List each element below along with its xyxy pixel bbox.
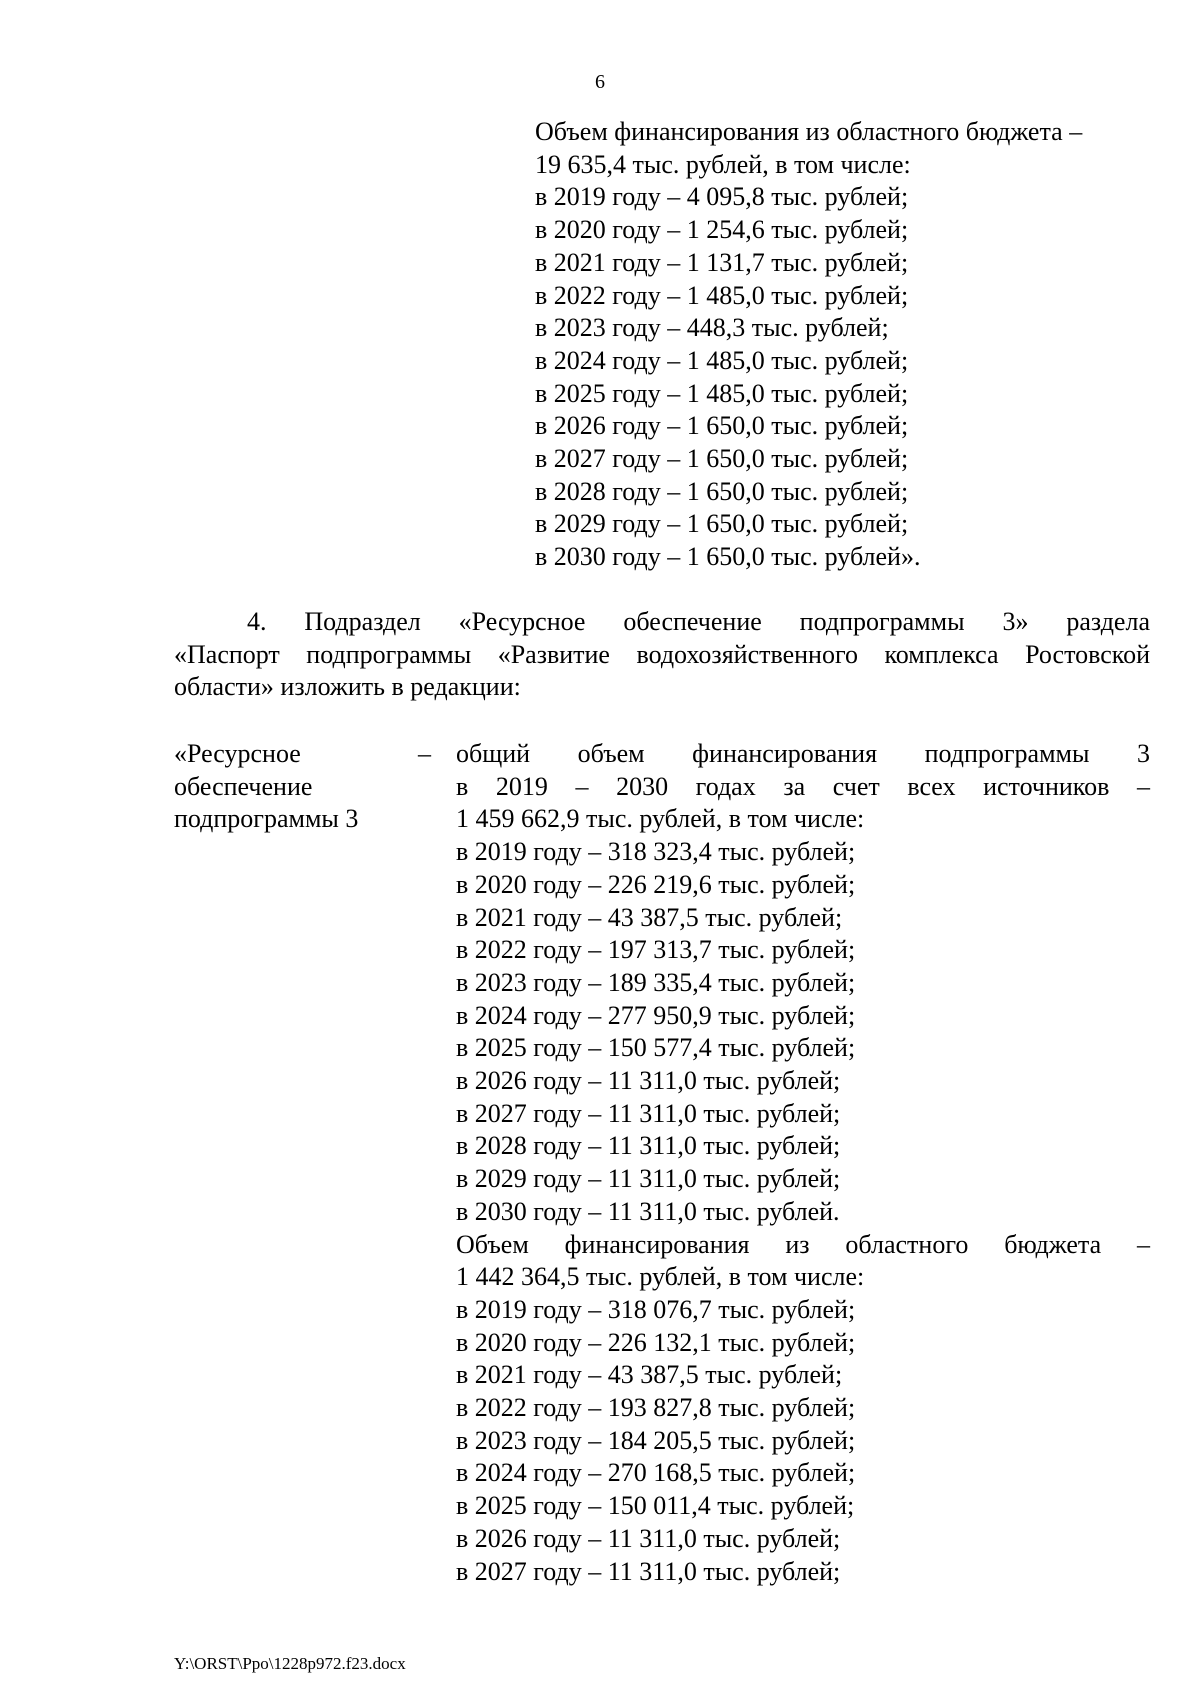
- funding-line: 19 635,4 тыс. рублей, в том числе:: [535, 149, 911, 179]
- file-path-footer: Y:\ORST\Ppo\1228p972.f23.docx: [174, 1654, 406, 1673]
- table-value-line: в 2025 году – 150 011,4 тыс. рублей;: [456, 1491, 855, 1521]
- table-value-line: в 2021 году – 43 387,5 тыс. рублей;: [456, 1360, 843, 1390]
- table-value-line: в 2019 году – 318 076,7 тыс. рублей;: [456, 1294, 856, 1324]
- funding-line: в 2028 году – 1 650,0 тыс. рублей;: [535, 476, 909, 506]
- table-label-column: [174, 738, 434, 836]
- table-value-line: в 2019 – 2030 годах за счет всех источников –: [456, 771, 1150, 801]
- table-value-line: в 2024 году – 270 168,5 тыс. рублей;: [456, 1458, 856, 1488]
- table-value-line: в 2022 году – 193 827,8 тыс. рублей;: [456, 1393, 856, 1423]
- page-number: 6: [595, 71, 605, 93]
- table-label-line: подпрограммы 3: [174, 804, 359, 834]
- funding-line: в 2025 году – 1 485,0 тыс. рублей;: [535, 378, 909, 408]
- funding-line: Объем финансирования из областного бюджета –: [535, 117, 1083, 146]
- funding-line: в 2019 году – 4 095,8 тыс. рублей;: [535, 182, 909, 212]
- funding-line: в 2029 году – 1 650,0 тыс. рублей;: [535, 509, 909, 539]
- table-value-line: в 2020 году – 226 219,6 тыс. рублей;: [456, 869, 856, 899]
- paragraph-line: области» изложить в редакции:: [174, 672, 521, 702]
- table-value-line: в 2026 году – 11 311,0 тыс. рублей;: [456, 1066, 841, 1096]
- amendment-paragraph: [174, 606, 1150, 704]
- table-value-line: общий объем финансирования подпрограммы 3: [456, 739, 1150, 768]
- table-value-line: в 2020 году – 226 132,1 тыс. рублей;: [456, 1327, 856, 1357]
- table-value-line: в 2029 году – 11 311,0 тыс. рублей;: [456, 1164, 841, 1194]
- funding-line: в 2024 году – 1 485,0 тыс. рублей;: [535, 345, 909, 375]
- table-value-line: 1 459 662,9 тыс. рублей, в том числе:: [456, 804, 865, 834]
- table-value-line: в 2030 году – 11 311,0 тыс. рублей.: [456, 1196, 840, 1226]
- table-value-line: в 2026 году – 11 311,0 тыс. рублей;: [456, 1523, 841, 1553]
- table-value-line: в 2019 году – 318 323,4 тыс. рублей;: [456, 837, 856, 867]
- top-funding-block: [535, 116, 1145, 574]
- table-label-line: «Ресурсное: [174, 739, 301, 768]
- paragraph-line: «Паспорт подпрограммы «Развитие водохозяйственного комплекса Ростовской: [174, 639, 1150, 669]
- funding-line: в 2020 году – 1 254,6 тыс. рублей;: [535, 215, 909, 245]
- funding-line: в 2030 году – 1 650,0 тыс. рублей».: [535, 542, 921, 572]
- table-value-line: в 2028 году – 11 311,0 тыс. рублей;: [456, 1131, 841, 1161]
- table-value-line: в 2023 году – 184 205,5 тыс. рублей;: [456, 1425, 856, 1455]
- table-value-line: в 2027 году – 11 311,0 тыс. рублей;: [456, 1098, 841, 1128]
- funding-line: в 2027 году – 1 650,0 тыс. рублей;: [535, 444, 909, 474]
- funding-line: в 2023 году – 448,3 тыс. рублей;: [535, 313, 889, 343]
- paragraph-line: 4. Подраздел «Ресурсное обеспечение подпрограммы 3» раздела: [247, 607, 1150, 636]
- table-value-line: в 2027 году – 11 311,0 тыс. рублей;: [456, 1556, 841, 1586]
- table-label-line: обеспечение: [174, 771, 313, 801]
- table-value-line: Объем финансирования из областного бюджета –: [456, 1229, 1150, 1259]
- table-value-line: 1 442 364,5 тыс. рублей, в том числе:: [456, 1262, 865, 1292]
- funding-line: в 2026 году – 1 650,0 тыс. рублей;: [535, 411, 909, 441]
- table-value-line: в 2022 году – 197 313,7 тыс. рублей;: [456, 935, 856, 965]
- funding-line: в 2021 году – 1 131,7 тыс. рублей;: [535, 247, 909, 277]
- table-value-line: в 2024 году – 277 950,9 тыс. рублей;: [456, 1000, 856, 1030]
- table-value-line: в 2025 году – 150 577,4 тыс. рублей;: [456, 1033, 856, 1063]
- table-value-line: в 2023 году – 189 335,4 тыс. рублей;: [456, 967, 856, 997]
- funding-line: в 2022 году – 1 485,0 тыс. рублей;: [535, 280, 909, 310]
- table-dash: –: [418, 739, 431, 768]
- table-value-line: в 2021 году – 43 387,5 тыс. рублей;: [456, 902, 843, 932]
- table-value-column: [456, 738, 1150, 1588]
